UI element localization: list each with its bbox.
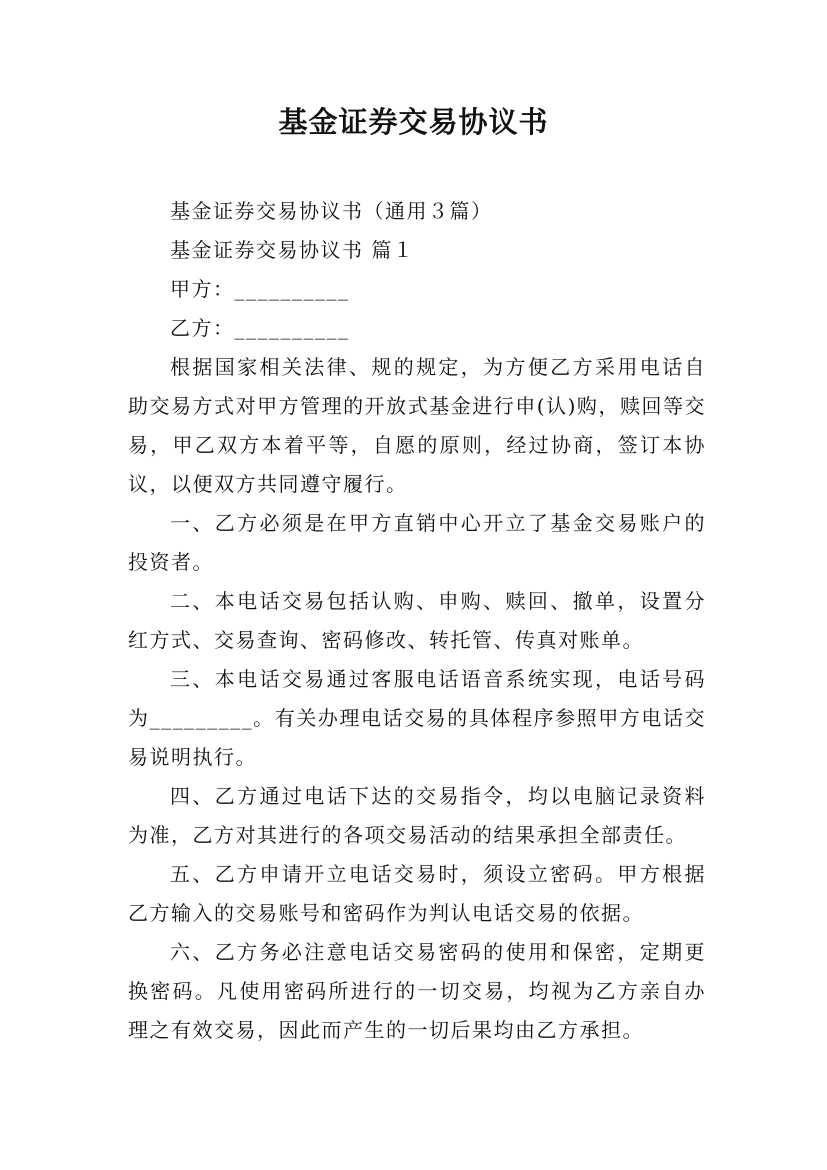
clause-3-paragraph: 三、本电话交易通过客服电话语音系统实现，电话号码为_________。有关办理电话交易的具体程序参照甲方电话交易说明执行。: [128, 667, 706, 769]
section-heading: 基金证券交易协议书 篇１: [170, 238, 415, 262]
party-b-line: 乙方：__________: [170, 316, 350, 340]
clause-6-paragraph: 六、乙方务必注意电话交易密码的使用和保密，定期更换密码。凡使用密码所进行的一切交易，均视为乙方亲自办理之有效交易，因此而产生的一切后果均由乙方承担。: [128, 940, 706, 1042]
document-body: [128, 192, 706, 1050]
clause-5-paragraph: 五、乙方申请开立电话交易时，须设立密码。甲方根据乙方输入的交易账号和密码作为判认电话交易的依据。: [128, 862, 706, 925]
document-title: 基金证券交易协议书: [278, 105, 549, 139]
clause-4-paragraph: 四、乙方通过电话下达的交易指令，均以电脑记录资料为准，乙方对其进行的各项交易活动的结果承担全部责任。: [128, 784, 706, 847]
party-a-line: 甲方：__________: [170, 277, 350, 301]
clause-1-paragraph: 一、乙方必须是在甲方直销中心开立了基金交易账户的投资者。: [128, 511, 706, 574]
clause-2-paragraph: 二、本电话交易包括认购、申购、赎回、撤单，设置分红方式、交易查询、密码修改、转托管、传真对账单。: [128, 589, 706, 652]
preamble-paragraph: 根据国家相关法律、规的规定，为方便乙方采用电话自助交易方式对甲方管理的开放式基金进行申(认)购，赎回等交易，甲乙双方本着平等，自愿的原则，经过协商，签订本协议，以便双方共同遵守履行。: [128, 355, 706, 496]
subtitle-paragraph: 基金证券交易协议书（通用３篇）: [170, 199, 493, 223]
